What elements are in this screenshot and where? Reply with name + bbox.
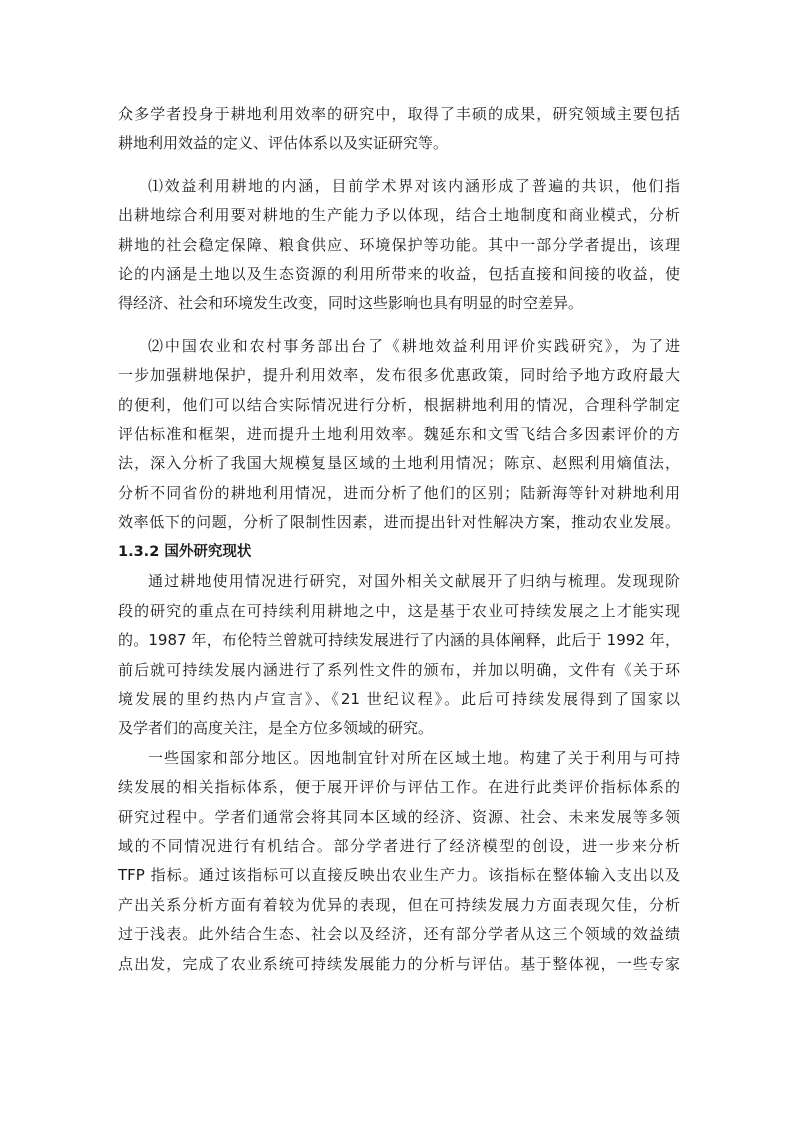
text-line: 续发展的相关指标体系，便于展开评价与评估工作。在进行此类评价指标体系的 <box>118 778 680 797</box>
document-body <box>118 100 680 979</box>
text-line: 一步加强耕地保护，提升利用效率，发布很多优惠政策，同时给予地方政府最大 <box>118 366 680 385</box>
text-line: 境发展的里约热内卢宣言》、《21 世纪议程》。此后可持续发展得到了国家以 <box>118 690 680 709</box>
text-line: 域的不同情况进行有机结合。部分学者进行了经济模型的创设，进一步来分析 <box>118 836 680 855</box>
text-line: 效率低下的问题，分析了限制性因素，进而提出针对性解决方案，推动农业发展。 <box>118 513 680 532</box>
text-line: 段的研究的重点在可持续利用耕地之中，这是基于农业可持续发展之上才能实现 <box>118 601 680 620</box>
text-line: 通过耕地使用情况进行研究，对国外相关文献展开了归纳与梳理。发现现阶 <box>148 572 680 591</box>
text-line: 产出关系分析方面有着较为优异的表现，但在可持续发展力方面表现欠佳，分析 <box>118 895 680 914</box>
text-line: 研究过程中。学者们通常会将其同本区域的经济、资源、社会、未来发展等多领 <box>118 807 680 826</box>
paragraph-point-1 <box>118 172 680 319</box>
text-line: 前后就可持续发展内涵进行了系列性文件的颁布，并加以明确，文件有《关于环 <box>118 660 680 679</box>
text-line: 评估标准和框架，进而提升土地利用效率。魏延东和文雪飞结合多因素评价的方 <box>118 424 680 443</box>
text-line: 点出发，完成了农业系统可持续发展能力的分析与评估。基于整体视，一些专家 <box>118 954 680 973</box>
paragraph-continuation <box>118 100 680 159</box>
text-line: 耕地的社会稳定保障、粮食供应、环境保护等功能。其中一部分学者提出，该理 <box>118 235 680 254</box>
paragraph-point-2 <box>118 332 680 538</box>
text-line: ⑵中国农业和农村事务部出台了《耕地效益利用评价实践研究》，为了进 <box>148 336 680 355</box>
paragraph-spacer <box>118 319 680 332</box>
text-line: 的便利，他们可以结合实际情况进行分析，根据耕地利用的情况，合理科学制定 <box>118 395 680 414</box>
text-line: 得经济、社会和环境发生改变，同时这些影响也具有明显的时空差异。 <box>118 294 584 313</box>
text-line: 的。1987 年，布伦特兰曾就可持续发展进行了内涵的具体阐释，此后于 1992 年， <box>118 631 680 650</box>
text-line: 一些国家和部分地区。因地制宜针对所在区域土地。构建了关于利用与可持 <box>148 748 680 767</box>
text-line: 及学者们的高度关注，是全方位多领域的研究。 <box>118 719 434 738</box>
text-line: 耕地利用效益的定义、评估体系以及实证研究等。 <box>118 134 449 153</box>
text-line: TFP 指标。通过该指标可以直接反映出农业生产力。该指标在整体输入支出以及 <box>118 866 680 885</box>
text-line: 过于浅表。此外结合生态、社会以及经济，还有部分学者从这三个领域的效益绩 <box>118 925 680 944</box>
section-paragraph-2 <box>118 744 680 979</box>
paragraph-spacer <box>118 159 680 172</box>
text-line: 论的内涵是土地以及生态资源的利用所带来的收益，包括直接和间接的收益，使 <box>118 264 680 283</box>
text-line: ⑴效益利用耕地的内涵，目前学术界对该内涵形成了普遍的共识，他们指 <box>148 176 680 195</box>
text-line: 法，深入分析了我国大规模复垦区域的土地利用情况；陈京、赵熙利用熵值法， <box>118 454 680 473</box>
text-line: 众多学者投身于耕地利用效率的研究中，取得了丰硕的成果，研究领域主要包括 <box>118 105 680 123</box>
section-heading: 1.3.2 国外研究现状 <box>118 544 252 561</box>
section-paragraph-1 <box>118 567 680 743</box>
text-line: 分析不同省份的耕地利用情况，进而分析了他们的区别；陆新海等针对耕地利用 <box>118 483 680 502</box>
text-line: 出耕地综合利用要对耕地的生产能力予以体现，结合土地制度和商业模式，分析 <box>118 206 680 225</box>
